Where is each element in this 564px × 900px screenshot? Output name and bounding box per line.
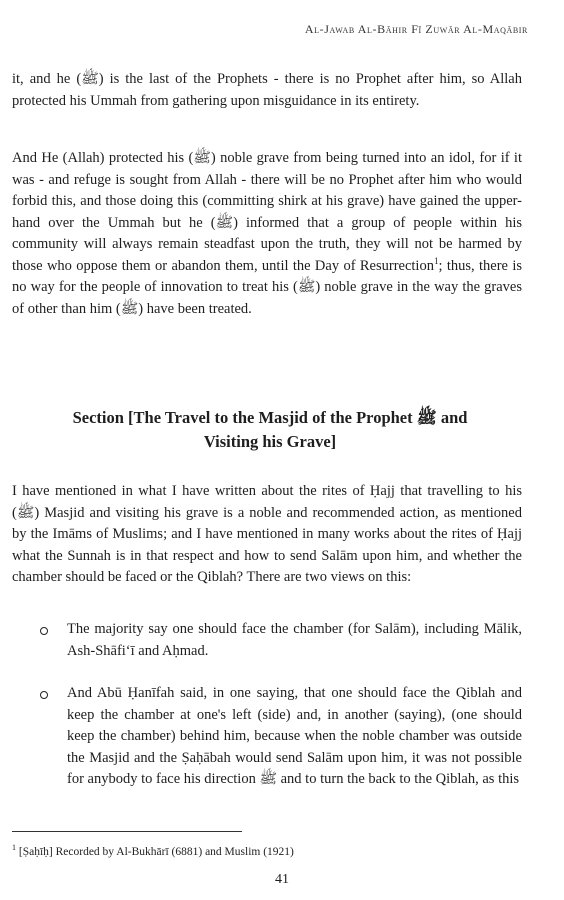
section-heading-line: Section [The Travel to the Masjid of the Prophet ﷺ and <box>72 408 468 427</box>
section-heading-line: Visiting his Grave] <box>203 432 337 451</box>
paragraph-text: And He (Allah) protected his (ﷺ) noble grave from being turned into an idol, for if it was - and refuge is sought from Allah - there will be no Prophet after him who would forbid this, and those doing this (committing shirk at his grave) have gained the upper-hand over the Ummah but he (ﷺ) informed that a group of people within his community will always remain steadfast upon the truth, they will not be harmed by those who oppose them or abandon them, until the Day of Resurrection <box>12 150 522 274</box>
footnote <box>12 843 294 858</box>
footnote-divider <box>12 831 242 832</box>
bullet-icon <box>40 627 48 635</box>
bullet-list <box>12 619 522 812</box>
paragraph-text: ; thus, there is no way for the people of innovation to treat his (ﷺ) noble grave in the way the graves of other than him (ﷺ) have been treated. <box>12 257 522 317</box>
bullet-icon <box>40 691 48 699</box>
paragraph: I have mentioned in what I have written about the rites of Ḥajj that travelling to his (ﷺ) Masjid and visiting his grave is a noble and recommended action, as mentioned by the Imāms of Muslims; and I have mentioned in many works about the rites of Ḥajj what the Sunnah is in that respect and how to send Salām upon him, and whether the chamber should be faced or the Qiblah? There are two views on this: <box>12 483 522 585</box>
footnote-marker: 1 <box>12 843 16 852</box>
list-item-text: The majority say one should face the chamber (for Salām), including Mālik, Ash-Shāfi‘ī and Aḥmad. <box>67 621 522 659</box>
footnote-reference[interactable]: 1 <box>433 255 439 266</box>
page-number: 41 <box>275 872 289 887</box>
paragraph <box>12 148 522 320</box>
paragraph: it, and he (ﷺ) is the last of the Prophets - there is no Prophet after him, so Allah protected his Ummah from gathering upon misguidance in its entirety. <box>12 71 522 109</box>
footnote-text: [Ṣaḥīḥ] Recorded by Al-Bukhārī (6881) and Muslim (1921) <box>18 845 294 858</box>
list-item-text: And Abū Ḥanīfah said, in one saying, that one should face the Qiblah and keep the chamber at one's left (side) and, in another (saying), (one should keep the chamber) behind him, because when the noble chamber was outside the Masjid and the Ṣaḥābah would send Salām upon him, it was not possible for anybody to face his direction ﷺ and to turn the back to the Qiblah, as this <box>67 685 522 787</box>
list-item <box>12 619 522 662</box>
section-heading <box>20 406 520 454</box>
running-header: Al-Jawab Al-Bāhir Fī Zuwār Al-Maqābir <box>304 22 528 36</box>
list-item <box>12 683 522 791</box>
